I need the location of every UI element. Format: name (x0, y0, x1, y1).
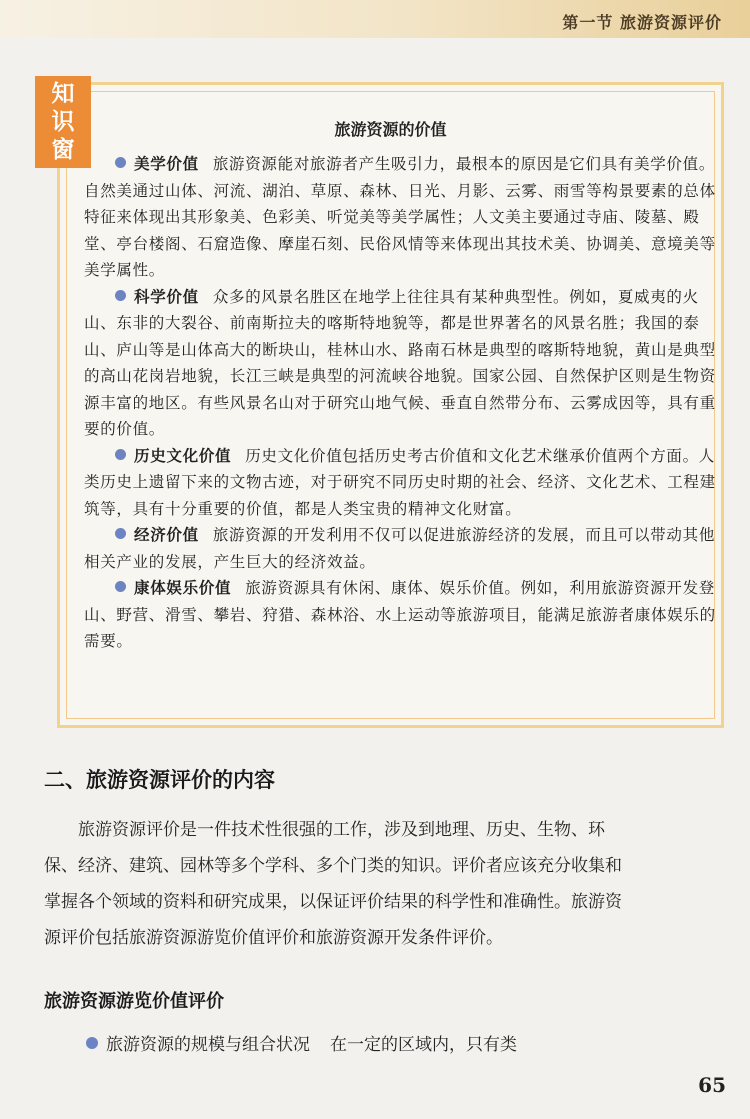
value-term: 经济价值 (134, 525, 199, 544)
bullet-icon (115, 449, 126, 460)
value-text: 众多的风景名胜区在地学上往往具有某种典型性。例如，夏威夷的火山、东非的大裂谷、前南斯拉夫的喀斯特地貌等，都是世界著名的风景名胜；我国的泰山、庐山等是山体高大的断块山，桂林山水、路南石林是典型的喀斯特地貌，黄山是典型的高山花岗岩地貌，长江三峡是典型的河流峡谷地貌。国家公园、自然保护区则是生物资源丰富的地区。有些风景名山对于研究山地气候、垂直自然带分布、云雾成因等，具有重要的价值。 (84, 287, 716, 438)
value-paragraph-recreation (84, 575, 716, 655)
value-term: 科学价值 (134, 286, 199, 306)
sub-heading: 旅游资源游览价值评价 (44, 991, 224, 1012)
value-term: 历史文化价值 (134, 445, 232, 465)
tab-char-1: 知 (51, 81, 75, 107)
bullet-icon (115, 290, 126, 301)
value-term: 康体娱乐价值 (134, 578, 232, 597)
header-bar (0, 0, 750, 38)
criteria-text: 在一定的区域内，只有类 (330, 1035, 517, 1055)
value-paragraph-economic (84, 522, 716, 575)
value-paragraph-scientific (84, 284, 716, 443)
bullet-icon (86, 1037, 98, 1049)
section-paragraph: 旅游资源评价是一件技术性很强的工作，涉及到地理、历史、生物、环保、经济、建筑、园林等多个学科、多个门类的知识。评价者应该充分收集和掌握各个领域的资料和研究成果，以保证评价结果的科学性和准确性。旅游资源评价包括旅游资源游览价值评价和旅游资源开发条件评价。 (44, 820, 622, 948)
bullet-icon (115, 528, 126, 539)
value-text: 历史文化价值包括历史考古价值和文化艺术继承价值两个方面。人类历史上遗留下来的文物古迹，对于研究不同历史时期的社会、经济、文化艺术、工程建筑等，具有十分重要的价值，都是人类宝贵的精神文化财富。 (84, 446, 716, 518)
value-term: 美学价值 (134, 154, 199, 173)
value-text: 旅游资源具有休闲、康体、娱乐价值。例如，利用旅游资源开发登山、野营、滑雪、攀岩、狩猎、森林浴、水上运动等旅游项目，能满足旅游者康体娱乐的需要。 (84, 579, 716, 650)
criteria-item (86, 1030, 646, 1055)
value-paragraph-historical (84, 443, 716, 523)
bullet-icon (115, 157, 126, 168)
knowledge-box-body (84, 151, 716, 655)
knowledge-box-title: 旅游资源的价值 (334, 120, 447, 139)
tab-char-3: 窗 (51, 137, 75, 163)
page-number: 65 (698, 1073, 726, 1097)
bullet-icon (115, 581, 126, 592)
tab-char-2: 识 (51, 109, 75, 135)
criteria-term: 旅游资源的规模与组合状况 (106, 1035, 310, 1055)
section-heading: 二、旅游资源评价的内容 (44, 768, 275, 792)
value-paragraph-aesthetic (84, 151, 716, 284)
value-text: 旅游资源的开发利用不仅可以促进旅游经济的发展，而且可以带动其他相关产业的发展，产生巨大的经济效益。 (84, 526, 716, 571)
value-text: 旅游资源能对旅游者产生吸引力，最根本的原因是它们具有美学价值。自然美通过山体、河流、湖泊、草原、森林、日光、月影、云雾、雨雪等构景要素的总体特征来体现出其形象美、色彩美、听觉美等美学属性；人文美主要通过寺庙、陵墓、殿堂、亭台楼阁、石窟造像、摩崖石刻、民俗风情等来体现出其技术美、协调美、意境美等美学属性。 (84, 155, 716, 279)
chapter-section-title: 第一节 旅游资源评价 (562, 13, 722, 32)
